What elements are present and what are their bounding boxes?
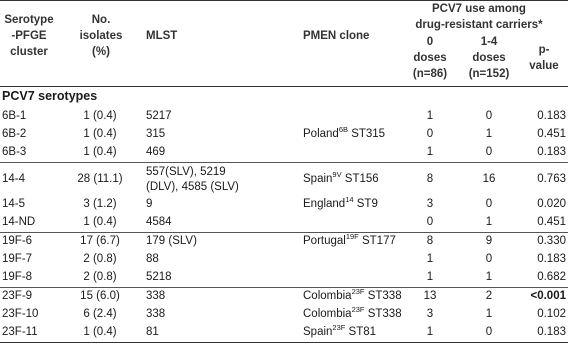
cell-pvalue: <0.001 bbox=[530, 290, 566, 302]
cell-d14: 1 bbox=[485, 308, 493, 320]
cell-isolates: 17 (6.7) bbox=[80, 235, 120, 247]
header-pmen: PMEN clone bbox=[303, 30, 370, 42]
cell-serotype: 14-5 bbox=[2, 198, 26, 210]
mlst-line: 4584 bbox=[146, 216, 172, 228]
cell-serotype: 6B-2 bbox=[2, 128, 27, 140]
section-label: PCV7 serotypes bbox=[2, 89, 98, 103]
pmen-name: Colombia bbox=[303, 290, 352, 302]
pmen-name: Portugal bbox=[303, 235, 346, 247]
cell-mlst bbox=[146, 197, 296, 212]
mlst-line: 5218 bbox=[146, 271, 172, 283]
cell-d14: 0 bbox=[485, 146, 493, 158]
cell-serotype: 14-ND bbox=[2, 216, 36, 228]
pmen-serotype: 23F bbox=[351, 287, 365, 297]
cell-pvalue: 0.183 bbox=[537, 253, 566, 265]
mlst-line: 315 bbox=[146, 128, 166, 140]
mlst-line: 88 bbox=[146, 253, 159, 265]
cell-pvalue: 0.330 bbox=[537, 235, 566, 247]
pmen-serotype: 19F bbox=[345, 232, 359, 242]
cell-pvalue: 0.451 bbox=[537, 128, 566, 140]
cell-d14: 1 bbox=[485, 216, 493, 228]
cell-pmen bbox=[303, 197, 378, 212]
cell-serotype: 23F-10 bbox=[2, 308, 39, 320]
cell-mlst bbox=[146, 289, 296, 304]
cell-pvalue: 0.451 bbox=[537, 216, 566, 228]
cell-isolates: 1 (0.4) bbox=[83, 128, 117, 140]
cell-d14: 16 bbox=[482, 173, 496, 185]
cell-pvalue: 0.763 bbox=[537, 173, 566, 185]
header-dose14: 1-4 doses (n=152) bbox=[468, 36, 510, 80]
cell-d0: 3 bbox=[426, 198, 434, 210]
cell-isolates: 3 (1.2) bbox=[83, 198, 117, 210]
cell-d0: 13 bbox=[423, 290, 437, 302]
pmen-serotype: 23F bbox=[332, 323, 346, 333]
cell-d14: 0 bbox=[485, 110, 493, 122]
cell-isolates: 1 (0.4) bbox=[83, 146, 117, 158]
group-divider bbox=[0, 162, 568, 163]
cell-pmen bbox=[303, 127, 385, 142]
cell-isolates: 6 (2.4) bbox=[83, 308, 117, 320]
pmen-serotype: 23F bbox=[351, 305, 365, 315]
mlst-line: 338 bbox=[146, 290, 166, 302]
pmen-st: ST315 bbox=[348, 128, 386, 140]
mlst-line: 9 bbox=[146, 198, 153, 210]
mlst-line: 179 (SLV) bbox=[146, 235, 197, 247]
cell-d14: 0 bbox=[485, 253, 493, 265]
mlst-line: 5217 bbox=[146, 110, 172, 122]
cell-d0: 1 bbox=[426, 253, 434, 265]
cell-mlst bbox=[146, 145, 296, 160]
cell-pmen bbox=[303, 307, 402, 322]
cell-serotype: 14-4 bbox=[2, 173, 26, 185]
pmen-name: Spain bbox=[303, 326, 333, 338]
cell-serotype: 6B-1 bbox=[2, 110, 27, 122]
cell-serotype: 19F-7 bbox=[2, 253, 33, 265]
cell-d0: 8 bbox=[426, 173, 434, 185]
cell-pmen bbox=[303, 234, 396, 249]
cell-d0: 3 bbox=[426, 308, 434, 320]
cell-pvalue: 0.682 bbox=[537, 271, 566, 283]
cell-pvalue: 0.183 bbox=[537, 110, 566, 122]
pmen-st: ST177 bbox=[358, 235, 396, 247]
header-rule bbox=[0, 86, 568, 87]
cell-mlst bbox=[146, 165, 296, 195]
cell-d14: 2 bbox=[485, 290, 493, 302]
cell-serotype: 19F-6 bbox=[2, 235, 33, 247]
header-pcv7-group: PCV7 use among drug-resistant carriers* bbox=[415, 3, 543, 31]
cell-mlst bbox=[146, 234, 296, 249]
cell-mlst bbox=[146, 307, 296, 322]
pmen-serotype: 14 bbox=[345, 195, 354, 205]
cell-isolates: 1 (0.4) bbox=[83, 216, 117, 228]
cell-serotype: 23F-11 bbox=[2, 326, 38, 338]
cell-pvalue: 0.102 bbox=[537, 308, 566, 320]
mlst-line: 557(SLV), 5219 bbox=[146, 166, 226, 178]
cell-mlst bbox=[146, 270, 296, 285]
pmen-st: ST9 bbox=[353, 198, 378, 210]
bottom-rule bbox=[0, 342, 568, 343]
cell-serotype: 23F-9 bbox=[2, 290, 33, 302]
mlst-line: 338 bbox=[146, 308, 166, 320]
mlst-line: 81 bbox=[146, 326, 159, 338]
header-isolates: No. isolates (%) bbox=[79, 14, 123, 58]
cell-d0: 1 bbox=[426, 271, 434, 283]
cell-mlst bbox=[146, 252, 296, 267]
cell-mlst bbox=[146, 127, 296, 142]
cell-pmen bbox=[303, 325, 376, 340]
cell-pmen bbox=[303, 289, 402, 304]
cell-isolates: 1 (0.4) bbox=[83, 110, 117, 122]
cell-isolates: 2 (0.8) bbox=[83, 253, 117, 265]
header-mlst: MLST bbox=[146, 30, 178, 42]
pmen-st: ST338 bbox=[364, 308, 402, 320]
cell-d0: 0 bbox=[426, 216, 434, 228]
pmen-name: Poland bbox=[303, 128, 339, 140]
header-pvalue: p- value bbox=[529, 44, 559, 72]
cell-pmen bbox=[303, 172, 379, 187]
cell-d0: 1 bbox=[426, 326, 434, 338]
cell-pvalue: 0.183 bbox=[537, 326, 566, 338]
pmen-st: ST156 bbox=[341, 173, 379, 185]
cell-d14: 0 bbox=[485, 326, 493, 338]
mlst-line: 469 bbox=[146, 146, 166, 158]
cell-d14: 9 bbox=[485, 235, 493, 247]
header-serotype: Serotype -PFGE cluster bbox=[4, 14, 54, 58]
pmen-name: Spain bbox=[303, 173, 333, 185]
cell-mlst bbox=[146, 109, 296, 124]
cell-isolates: 1 (0.4) bbox=[83, 326, 117, 338]
group-divider bbox=[0, 232, 568, 233]
pmen-serotype: 9V bbox=[332, 170, 342, 180]
cell-d14: 1 bbox=[485, 128, 493, 140]
cell-d14: 1 bbox=[485, 271, 493, 283]
group-divider bbox=[0, 287, 568, 288]
pmen-serotype: 6B bbox=[338, 125, 348, 135]
pmen-st: ST81 bbox=[345, 326, 377, 338]
cell-isolates: 28 (11.1) bbox=[77, 173, 123, 185]
cell-serotype: 6B-3 bbox=[2, 146, 27, 158]
cell-pvalue: 0.183 bbox=[537, 146, 566, 158]
cell-d0: 1 bbox=[426, 110, 434, 122]
pmen-name: England bbox=[303, 198, 346, 210]
cell-mlst bbox=[146, 215, 296, 230]
pmen-name: Colombia bbox=[303, 308, 352, 320]
cell-serotype: 19F-8 bbox=[2, 271, 33, 283]
pmen-st: ST338 bbox=[364, 290, 402, 302]
cell-pvalue: 0.020 bbox=[537, 198, 566, 210]
cell-mlst bbox=[146, 325, 296, 340]
cell-isolates: 15 (6.0) bbox=[80, 290, 120, 302]
cell-d0: 0 bbox=[426, 128, 434, 140]
cell-d0: 1 bbox=[426, 146, 434, 158]
header-dose0: 0 doses (n=86) bbox=[412, 36, 448, 80]
cell-d14: 0 bbox=[485, 198, 493, 210]
cell-d0: 8 bbox=[426, 235, 434, 247]
cell-isolates: 2 (0.8) bbox=[83, 271, 117, 283]
mlst-line: (DLV), 4585 (SLV) bbox=[146, 181, 239, 193]
